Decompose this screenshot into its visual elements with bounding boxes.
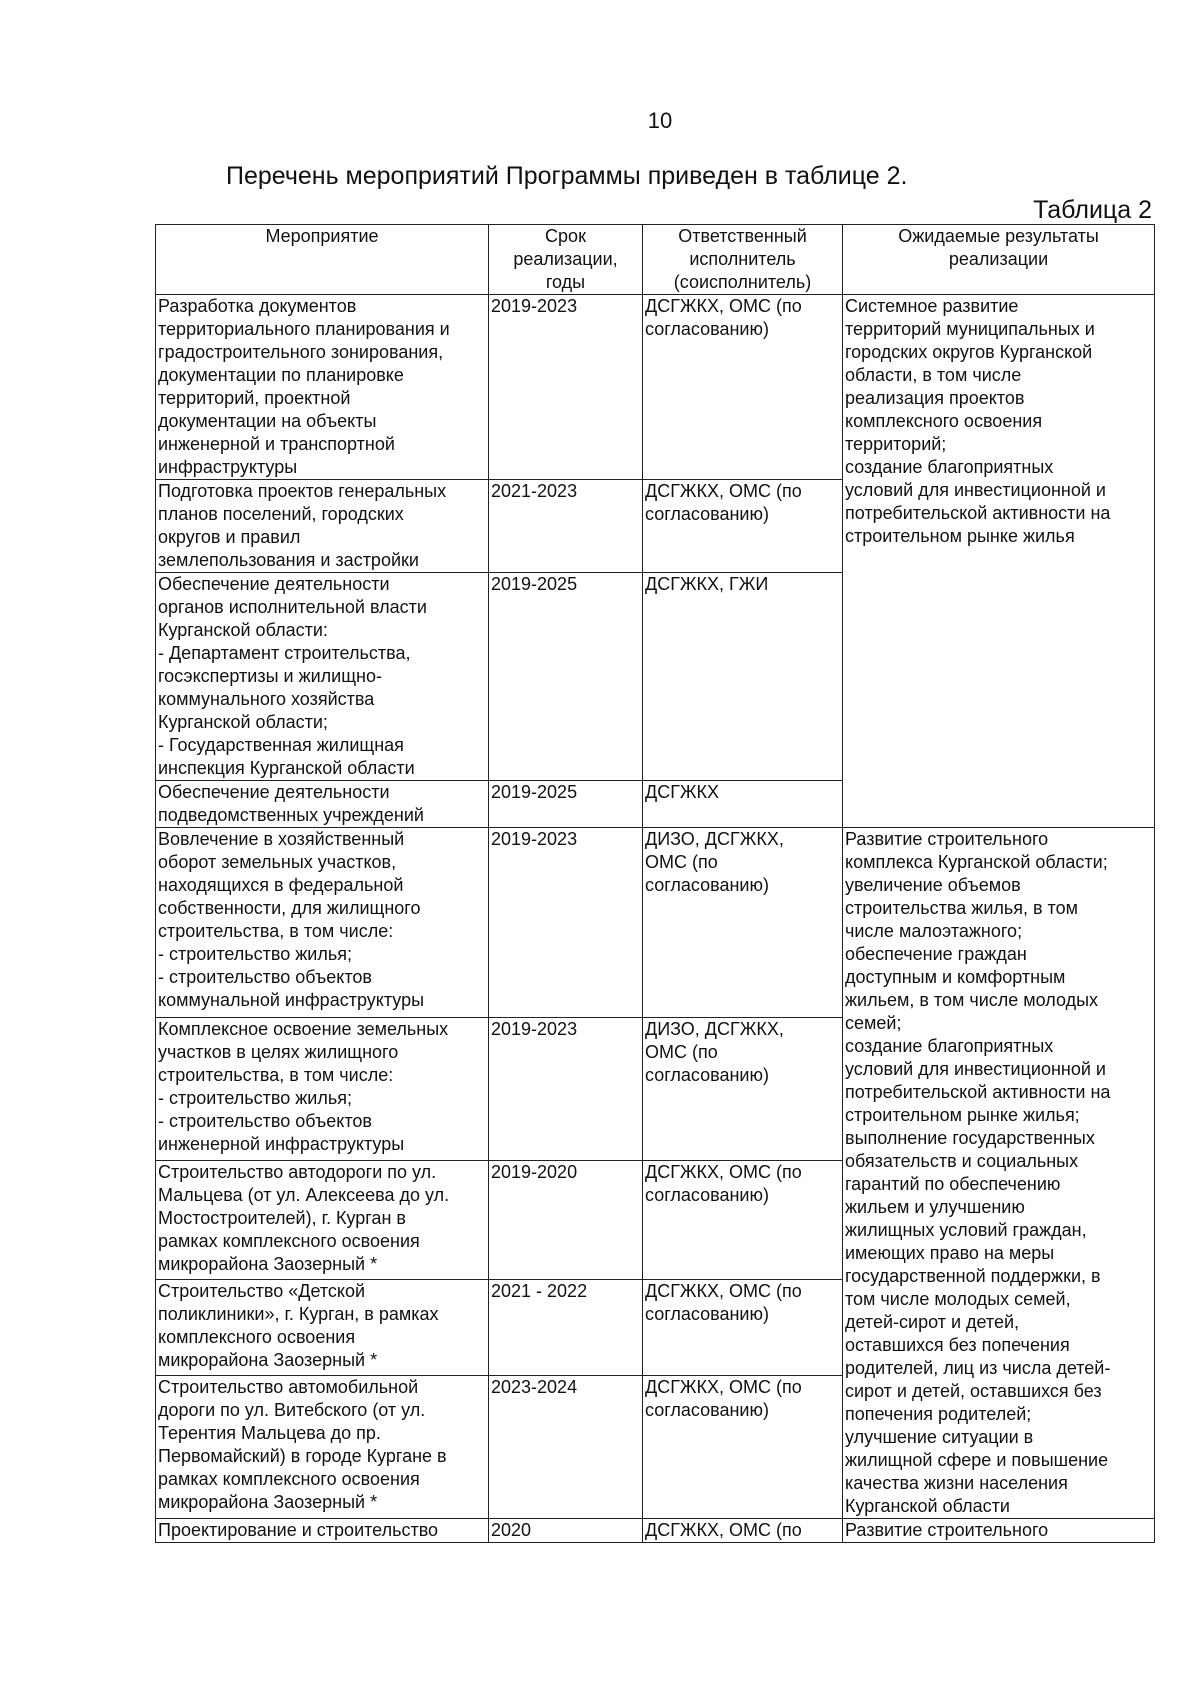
activity-cell: Обеспечение деятельности подведомственных учреждений: [156, 781, 489, 828]
period-cell: 2021 - 2022: [489, 1280, 643, 1376]
table-caption: Таблица 2: [1033, 196, 1152, 224]
activity-cell: Подготовка проектов генеральных планов поселений, городских округов и правил землепользования и застройки: [156, 480, 489, 573]
executor-cell: ДСГЖКХ, ОМС (по согласованию): [643, 480, 843, 573]
period-cell: 2019-2023: [489, 1018, 643, 1161]
table-row: [156, 828, 1155, 1018]
intro-text: Перечень мероприятий Программы приведен в таблице 2.: [226, 162, 908, 190]
header-results: Ожидаемые результаты реализации: [843, 225, 1155, 295]
table-row: [156, 1519, 1155, 1543]
activity-cell: Вовлечение в хозяйственный оборот земельных участков, находящихся в федеральной собственности, для жилищного строительства, в том числе: - строительство жилья; - строительство объектов коммунальной инфраструктуры: [156, 828, 489, 1018]
table-row: [156, 295, 1155, 480]
executor-cell: ДИЗО, ДСГЖКХ, ОМС (по согласованию): [643, 1018, 843, 1161]
activity-cell: Строительство автомобильной дороги по ул. Витебского (от ул. Терентия Мальцева до пр. Первомайский) в городе Кургане в рамках комплексного освоения микрорайона Заозерный *: [156, 1376, 489, 1519]
period-cell: 2019-2023: [489, 828, 643, 1018]
period-cell: 2019-2025: [489, 781, 643, 828]
header-period: Срок реализации, годы: [489, 225, 643, 295]
period-cell: 2019-2020: [489, 1161, 643, 1280]
activity-cell: Строительство автодороги по ул. Мальцева (от ул. Алексеева до ул. Мостостроителей), г. Курган в рамках комплексного освоения микрорайона Заозерный *: [156, 1161, 489, 1280]
executor-cell: ДСГЖКХ, ОМС (по согласованию): [643, 1376, 843, 1519]
period-cell: 2019-2023: [489, 295, 643, 480]
period-cell: 2023-2024: [489, 1376, 643, 1519]
activity-cell: Строительство «Детской поликлиники», г. Курган, в рамках комплексного освоения микрорайона Заозерный *: [156, 1280, 489, 1376]
results-cell: Развитие строительного: [843, 1519, 1155, 1543]
executor-cell: ДИЗО, ДСГЖКХ, ОМС (по согласованию): [643, 828, 843, 1018]
activity-cell: Комплексное освоение земельных участков в целях жилищного строительства, в том числе: - строительство жилья; - строительство объектов инженерной инфраструктуры: [156, 1018, 489, 1161]
activity-cell: Разработка документов территориального планирования и градостроительного зонирования, документации по планировке территорий, проектной документации на объекты инженерной и транспортной инфраструктуры: [156, 295, 489, 480]
results-cell: Развитие строительного комплекса Курганской области; увеличение объемов строительства жилья, в том числе малоэтажного; обеспечение граждан доступным и комфортным жильем, в том числе молодых семей; создание благоприятных условий для инвестиционной и потребительской активности на строительном рынке жилья; выполнение государственных обязательств и социальных гарантий по обеспечению жильем и улучшению жилищных условий граждан, имеющих право на меры государственной поддержки, в том числе молодых семей, детей-сирот и детей, оставшихся без попечения родителей, лиц из числа детей- сирот и детей, оставшихся без попечения родителей; улучшение ситуации в жилищной сфере и повышение качества жизни населения Курганской области: [843, 828, 1155, 1519]
header-activity: Мероприятие: [156, 225, 489, 295]
executor-cell: ДСГЖКХ, ОМС (по согласованию): [643, 295, 843, 480]
period-cell: 2019-2025: [489, 573, 643, 781]
executor-cell: ДСГЖКХ, ОМС (по согласованию): [643, 1161, 843, 1280]
results-cell: Системное развитие территорий муниципальных и городских округов Курганской области, в том числе реализация проектов комплексного освоения территорий; создание благоприятных условий для инвестиционной и потребительской активности на строительном рынке жилья: [843, 295, 1155, 828]
page-number: 10: [647, 108, 673, 133]
executor-cell: ДСГЖКХ, ОМС (по: [643, 1519, 843, 1543]
activity-cell: Проектирование и строительство: [156, 1519, 489, 1543]
executor-cell: ДСГЖКХ: [643, 781, 843, 828]
activities-table: [155, 224, 1155, 1543]
header-executor: Ответственный исполнитель (соисполнитель): [643, 225, 843, 295]
period-cell: 2021-2023: [489, 480, 643, 573]
executor-cell: ДСГЖКХ, ОМС (по согласованию): [643, 1280, 843, 1376]
table-header-row: [156, 225, 1155, 295]
period-cell: 2020: [489, 1519, 643, 1543]
executor-cell: ДСГЖКХ, ГЖИ: [643, 573, 843, 781]
activity-cell: Обеспечение деятельности органов исполнительной власти Курганской области: - Департамент строительства, госэкспертизы и жилищно- коммунального хозяйства Курганской области; - Государственная жилищная инспекция Курганской области: [156, 573, 489, 781]
